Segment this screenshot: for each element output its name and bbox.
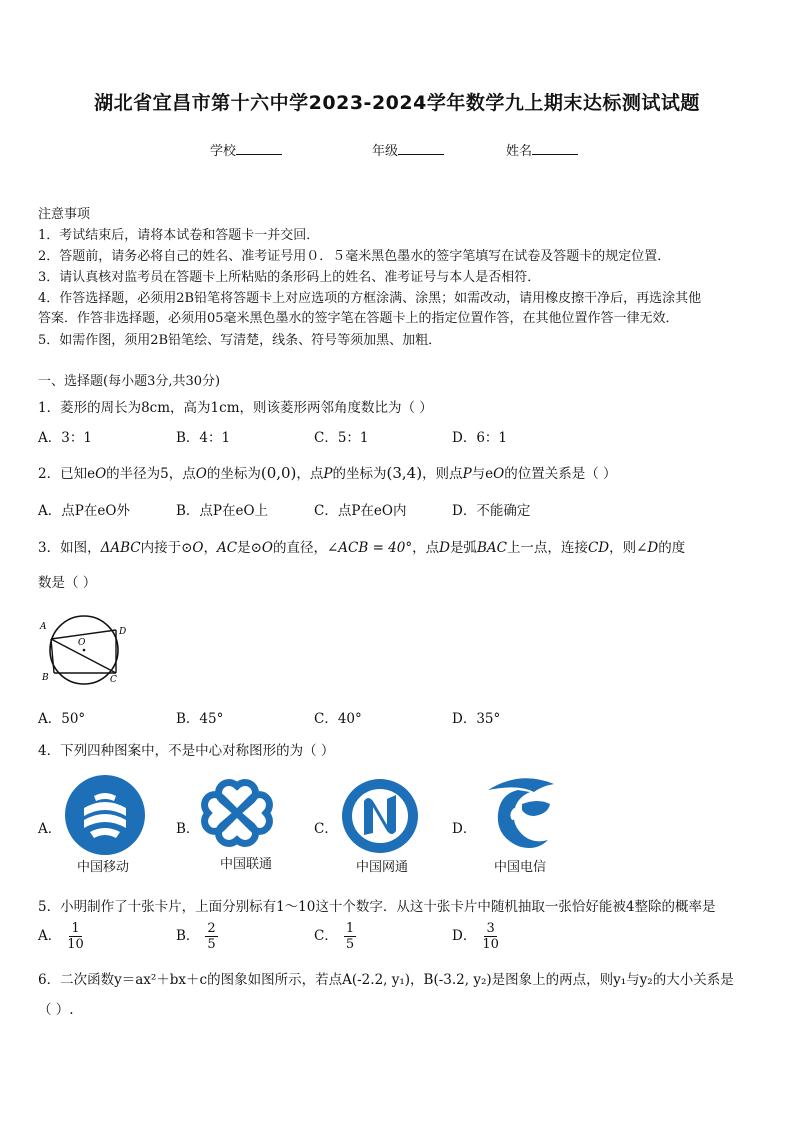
question-1: 1．菱形的周长为8cm，高为1cm，则该菱形两邻角度数比为（ ） xyxy=(38,400,433,416)
question-6: 6．二次函数y＝ax²＋bx＋c的图象如图所示，若点A(-2.2, y₁)，B(-3.2, y₂)是图象上的两点，则y₁与y₂的大小关系是 xyxy=(38,972,734,988)
question-6-cont: （ ）. xyxy=(38,1002,74,1018)
china-telecom-logo xyxy=(478,774,562,854)
question-3-cont: 数是（ ） xyxy=(38,575,97,591)
page-title: 湖北省宜昌市第十六中学2023-2024学年数学九上期末达标测试试题 xyxy=(94,92,700,114)
q3-option-b[interactable]: B．45° xyxy=(176,711,224,727)
q2-option-d[interactable]: D．不能确定 xyxy=(452,503,531,519)
q1-option-d[interactable]: D．6：1 xyxy=(452,430,508,446)
chord-ab xyxy=(51,639,54,673)
center-point xyxy=(83,649,86,652)
label-c: C xyxy=(110,675,117,685)
china-mobile-logo xyxy=(64,774,146,856)
notice-title: 注意事项 xyxy=(38,207,91,222)
circle-figure xyxy=(36,612,132,688)
china-netcom-logo xyxy=(340,777,420,855)
notice-item: 3．请认真核对监考员在答题卡上所粘贴的条形码上的姓名、准考证号与本人是否相符． xyxy=(38,270,541,285)
q4-option-b[interactable]: B． xyxy=(176,821,200,837)
logo-label-china-unicom: 中国联通 xyxy=(220,857,273,872)
china-unicom-logo xyxy=(200,778,274,848)
notice-item: 1．考试结束后，请将本试卷和答题卡一并交回． xyxy=(38,228,320,243)
notice-item: 5．如需作图，须用2B铅笔绘、写清楚，线条、符号等须加黑、加粗． xyxy=(38,333,442,348)
q1-option-b[interactable]: B．4：1 xyxy=(176,430,231,446)
question-4: 4．下列四种图案中，不是中心对称图形的为（ ） xyxy=(38,743,335,759)
q3-option-d[interactable]: D．35° xyxy=(452,711,501,727)
logo-label-china-netcom: 中国网通 xyxy=(356,860,409,875)
logo-label-china-mobile: 中国移动 xyxy=(77,860,130,875)
question-5: 5．小明制作了十张卡片，上面分别标有1～10这十个数字．从这十张卡片中随机抽取一张恰好能被4整除的概率是 xyxy=(38,899,716,915)
q2-option-a[interactable]: A．点P在eO外 xyxy=(38,503,130,519)
q2-option-c[interactable]: C．点P在eO内 xyxy=(314,503,407,519)
logo-label-china-telecom: 中国电信 xyxy=(494,860,547,875)
q4-option-c[interactable]: C． xyxy=(314,821,338,837)
label-a: A xyxy=(40,622,47,632)
notice-item: 答案．作答非选择题，必须用05毫米黑色墨水的签字笔在答题卡上的指定位置作答，在其他位置作答一律无效． xyxy=(38,311,679,326)
q3-option-c[interactable]: C．40° xyxy=(314,711,362,727)
q5-option-c[interactable]: C． $\frac{1}{5}$ xyxy=(314,921,355,952)
question-2: 2．已知eO的半径为5，点O的坐标为(0,0)，点P的坐标为(3,4)，则点P与eO的位置关系是（ ） xyxy=(38,464,617,482)
q4-option-a[interactable]: A． xyxy=(38,821,62,837)
question-3: 3．如图，ΔABC内接于⊙O，AC是⊙O的直径，∠ACB = 40°，点D是弧BAC上一点，连接CD，则∠D的度 xyxy=(38,540,686,556)
school-field[interactable]: 学校 xyxy=(210,140,282,159)
q1-option-c[interactable]: C．5：1 xyxy=(314,430,369,446)
q1-option-a[interactable]: A．3：1 xyxy=(38,430,92,446)
name-field[interactable]: 姓名 xyxy=(506,140,578,159)
q4-option-d[interactable]: D． xyxy=(452,821,477,837)
q5-option-d[interactable]: D． $\frac{3}{10}$ xyxy=(452,921,499,952)
notice-item: 4．作答选择题，必须用2B铅笔将答题卡上对应选项的方框涂满、涂黑；如需改动，请用橡皮擦干净后，再选涂其他 xyxy=(38,291,702,306)
notice-item: 2．答题前，请务必将自己的姓名、准考证号用０．５毫米黑色墨水的签字笔填写在试卷及答题卡的规定位置． xyxy=(38,249,671,264)
label-b: B xyxy=(42,673,49,683)
grade-field[interactable]: 年级 xyxy=(372,140,444,159)
q5-option-b[interactable]: B． $\frac{2}{5}$ xyxy=(176,921,216,952)
section-heading: 一、选择题(每小题3分,共30分) xyxy=(38,374,221,389)
label-o: O xyxy=(78,638,86,648)
label-d: D xyxy=(119,627,127,637)
q3-option-a[interactable]: A．50° xyxy=(38,711,86,727)
q5-option-a[interactable]: A． $\frac{1}{10}$ xyxy=(38,921,84,952)
q2-option-b[interactable]: B．点P在eO上 xyxy=(176,503,269,519)
